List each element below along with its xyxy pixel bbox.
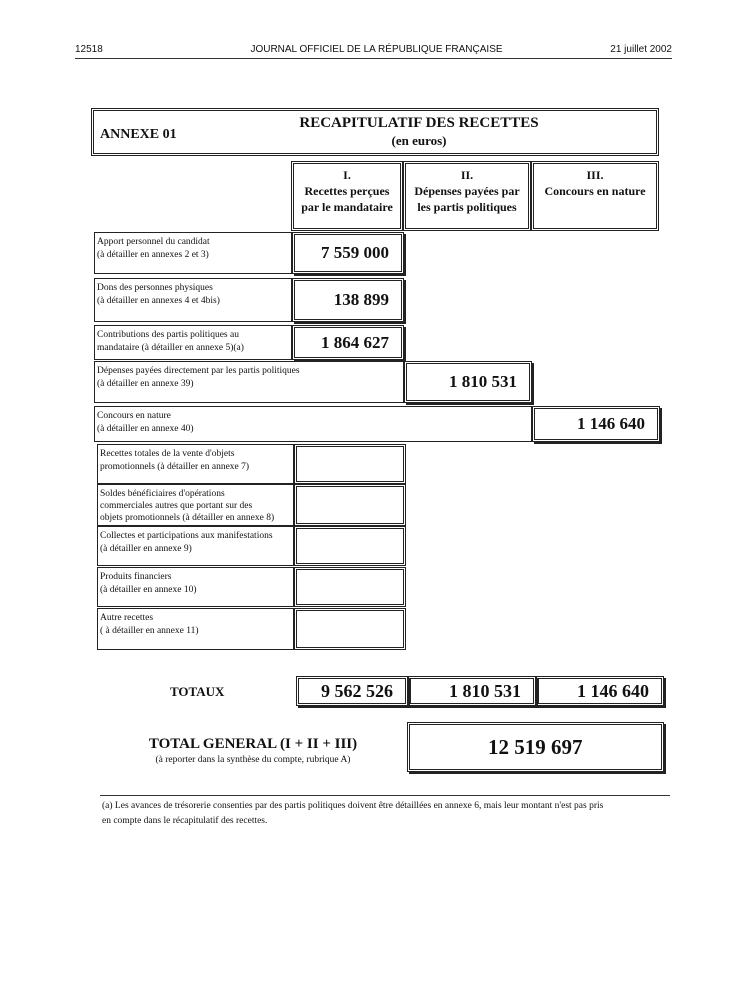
row-concours-nature — [94, 406, 532, 442]
column-2-label-line2: les partis politiques — [417, 200, 517, 214]
issue-date: 21 juillet 2002 — [610, 44, 672, 55]
totals-label: TOTAUX — [170, 684, 225, 699]
row-label-line1: Concours en nature — [97, 411, 171, 421]
value-collectes — [294, 526, 406, 566]
document-title: RECAPITULATIF DES RECETTES — [299, 115, 539, 131]
footnote — [102, 799, 672, 829]
row-label-line3: objets promotionnels (à détailler en annexe 8) — [100, 513, 275, 523]
row-label-line1: Recettes totales de la vente d'objets — [100, 449, 235, 459]
row-label-line2: (à détailler en annexe 39) — [97, 379, 194, 389]
annex-label: ANNEXE 01 — [100, 127, 177, 142]
row-label-line2: (à détailler en annexe 10) — [100, 585, 197, 595]
row-dons-personnes — [94, 278, 292, 322]
value-autre-recettes — [294, 608, 406, 650]
row-label-line2: (à détailler en annexe 9) — [100, 544, 192, 554]
footnote-line1: (a) Les avances de trésorerie consenties par des partis politiques doivent être détaillées en annexe 6, mais leur montant n'est pas pris — [102, 801, 604, 811]
row-label-line1: Contributions des partis politiques au — [97, 330, 239, 340]
row-label-line2: (à détailler en annexes 2 et 3) — [97, 250, 209, 260]
row-produits-financiers — [97, 567, 294, 607]
row-vente-objets — [97, 444, 294, 484]
total-column-3: 1 146 640 — [536, 676, 664, 706]
row-label-line2: mandataire (à détailler en annexe 5)(a) — [97, 343, 244, 353]
row-label-line1: Dépenses payées directement par les partis politiques — [97, 366, 300, 376]
column-1-label-line1: Recettes perçues — [304, 184, 390, 198]
page-number: 12518 — [75, 44, 103, 55]
value-vente-objets — [294, 444, 406, 484]
header-rule — [75, 58, 672, 59]
row-label-line1: Collectes et participations aux manifestations — [100, 531, 273, 541]
column-header-1 — [291, 161, 403, 231]
column-header-3 — [531, 161, 659, 231]
column-3-number: III. — [586, 168, 604, 182]
row-label-line1: Autre recettes — [100, 613, 154, 623]
journal-title: JOURNAL OFFICIEL DE LA RÉPUBLIQUE FRANÇAISE — [250, 44, 503, 55]
value-concours-nature: 1 146 640 — [532, 406, 660, 442]
column-3-label-line1: Concours en nature — [544, 184, 646, 198]
row-label-line1: Dons des personnes physiques — [97, 283, 213, 293]
column-1-number: I. — [343, 168, 351, 182]
column-2-label-line1: Dépenses payées par — [414, 184, 520, 198]
row-label-line1: Produits financiers — [100, 572, 172, 582]
grand-total-label: TOTAL GENERAL (I + II + III) — [148, 736, 358, 752]
value-dons-personnes: 138 899 — [292, 278, 404, 322]
column-1-label-line2: par le mandataire — [301, 200, 393, 214]
value-produits-financiers — [294, 567, 406, 607]
row-label-line1: Apport personnel du candidat — [97, 237, 210, 247]
row-depenses-partis — [94, 361, 404, 403]
row-label-line2: promotionnels (à détailler en annexe 7) — [100, 462, 250, 472]
row-label-line2: (à détailler en annexes 4 et 4bis) — [97, 296, 220, 306]
row-soldes-operations — [97, 484, 294, 526]
row-autre-recettes — [97, 608, 294, 650]
total-column-1: 9 562 526 — [296, 676, 408, 706]
row-contributions-partis — [94, 325, 292, 360]
footnote-rule — [100, 795, 670, 796]
row-label-line2: (à détailler en annexe 40) — [97, 424, 194, 434]
value-apport-personnel: 7 559 000 — [292, 232, 404, 274]
total-column-2: 1 810 531 — [408, 676, 536, 706]
row-label-line2: ( à détailler en annexe 11) — [100, 626, 199, 636]
grand-total-note: (à reporter dans la synthèse du compte, rubrique A) — [155, 755, 351, 765]
grand-total-value: 12 519 697 — [407, 722, 664, 772]
value-contributions-partis: 1 864 627 — [292, 325, 404, 360]
row-label-line2: commerciales autres que portant sur des — [100, 501, 253, 511]
value-depenses-partis: 1 810 531 — [404, 361, 532, 403]
title-box — [91, 108, 659, 156]
row-collectes — [97, 526, 294, 566]
footnote-line2: en compte dans le récapitulatif des recettes. — [102, 816, 268, 826]
document-subtitle: (en euros) — [391, 133, 447, 148]
column-header-2 — [403, 161, 531, 231]
column-2-number: II. — [460, 168, 474, 182]
row-apport-personnel — [94, 232, 292, 274]
row-label-line1: Soldes bénéficiaires d'opérations — [100, 489, 225, 499]
value-soldes-operations — [294, 484, 406, 526]
